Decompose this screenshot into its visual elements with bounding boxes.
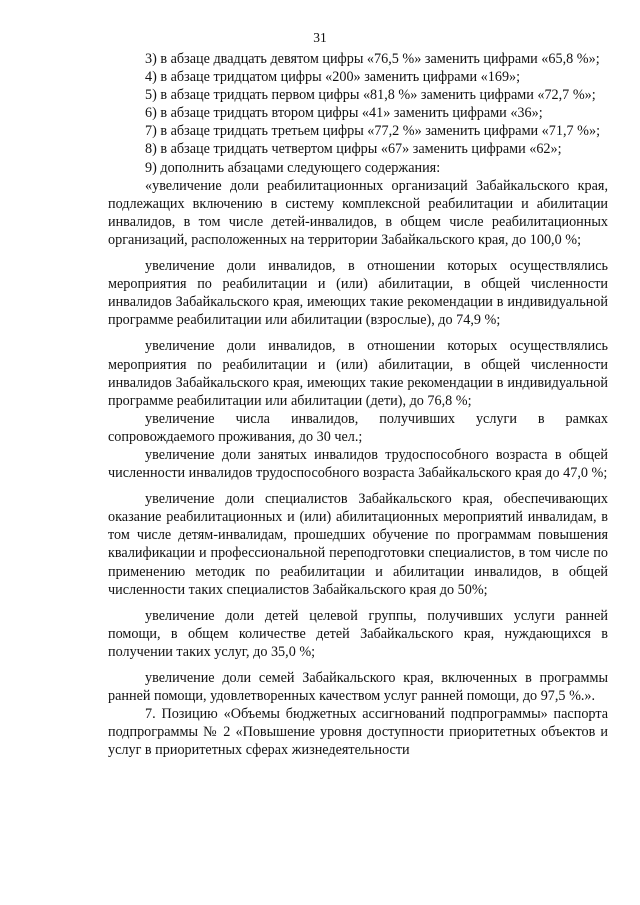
paragraph-item-9: 9) дополнить абзацами следующего содержания: — [145, 159, 441, 176]
paragraph-early-help-children: увеличение доли детей целевой группы, получивших услуги ранней помощи, в общем количестве детей Забайкальского края, нуждающихся в получении таких услуг, до 35,0 %; — [108, 607, 608, 660]
document-body — [108, 50, 608, 759]
page-number: 31 — [313, 30, 327, 45]
paragraph-disabled-adults: увеличение доли инвалидов, в отношении которых осуществлялись мероприятия по реабилитации и (или) абилитации, в общей численности инвалидов Забайкальского края, имеющих такие рекомендации в индивидуальной программе реабилитации или абилитации (взрослые), до 74,9 %; — [108, 258, 608, 329]
paragraph-specialists: увеличение доли специалистов Забайкальского края, обеспечивающих оказание реабилитационных и (или) абилитационных мероприятий инвалидам, в том числе детям-инвалидам, прошедших обучение по программам повышения квалификации и профессиональной переподготовки специалистов, в том числе по применению методик по реабилитации и абилитации инвалидов, в общей численности таких специалистов Забайкальского края до 50%; — [108, 491, 608, 598]
paragraph-item-6: 6) в абзаце тридцать втором цифры «41» заменить цифрами «36»; — [145, 105, 543, 122]
paragraph-employment: увеличение доли занятых инвалидов трудоспособного возраста в общей численности инвалидов трудоспособного возраста Забайкальского края до 47,0 %; — [108, 446, 608, 482]
paragraph-rehab-organizations: «увеличение доли реабилитационных организаций Забайкальского края, подлежащих включению в систему комплексной реабилитации и абилитации инвалидов, в том числе детей-инвалидов, в общем числе реабилитационных организаций, расположенных на территории Забайкальского края, до 100,0 %; — [108, 177, 608, 248]
paragraph-item-5: 5) в абзаце тридцать первом цифры «81,8 %» заменить цифрами «72,7 %»; — [145, 87, 596, 104]
paragraph-item-7: 7) в абзаце тридцать третьем цифры «77,2 %» заменить цифрами «71,7 %»; — [145, 123, 601, 140]
paragraph-item-3: 3) в абзаце двадцать девятом цифры «76,5 %» заменить цифрами «65,8 %»; — [145, 51, 600, 67]
paragraph-item-4: 4) в абзаце тридцатом цифры «200» заменить цифрами «169»; — [145, 69, 521, 86]
paragraph-item-8: 8) в абзаце тридцать четвертом цифры «67» заменить цифрами «62»; — [145, 141, 562, 158]
paragraph-item-7-budget: 7. Позицию «Объемы бюджетных ассигнований подпрограммы» паспорта подпрограммы № 2 «Повышение уровня доступности приоритетных объектов и услуг в приоритетных сферах жизнедеятельности — [108, 706, 608, 759]
paragraph-supported-living: увеличение числа инвалидов, получивших услуги в рамках сопровождаемого проживания, до 30 чел.; — [108, 410, 608, 445]
paragraph-early-help-families: увеличение доли семей Забайкальского края, включенных в программы ранней помощи, удовлетворенных качеством услуг ранней помощи, до 97,5 %.». — [108, 670, 608, 705]
paragraph-disabled-children: увеличение доли инвалидов, в отношении которых осуществлялись мероприятия по реабилитации и (или) абилитации, в общей численности инвалидов Забайкальского края, имеющих такие рекомендации в индивидуальной программе реабилитации или абилитации (дети), до 76,8 %; — [108, 338, 608, 409]
